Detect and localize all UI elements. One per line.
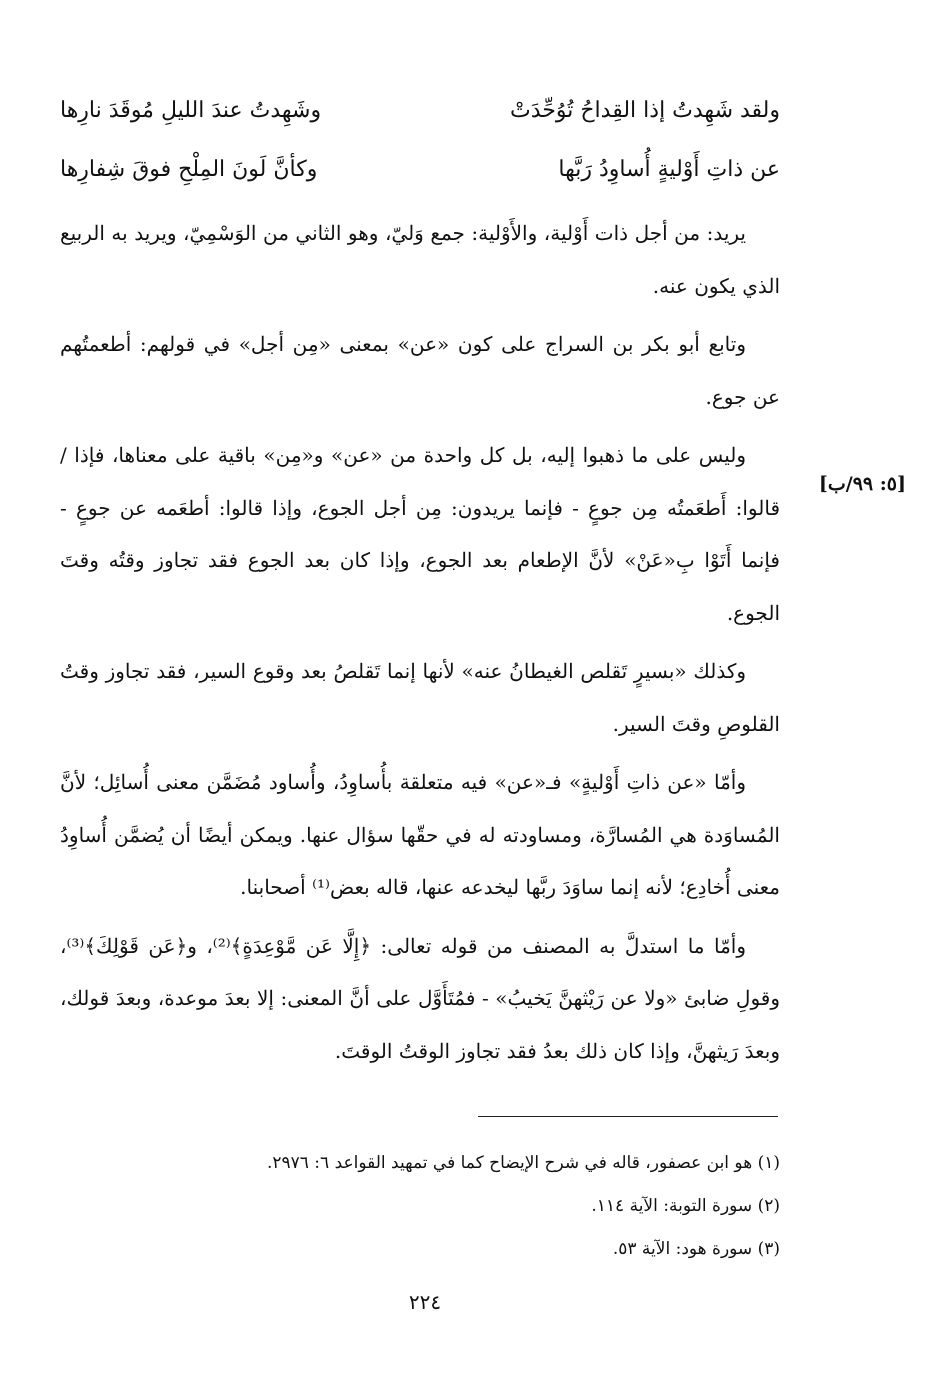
footnote-1: (١) هو ابن عصفور، قاله في شرح الإيضاح كما في تمهيد القواعد ٦: ٢٩٧٦.	[266, 1153, 780, 1173]
manuscript-folio-reference: [٥: ٩٩/ب]	[818, 473, 906, 495]
verse-2-first-hemistich: عن ذاتِ أَوْليةٍ أُساوِدُ رَبَّها	[558, 156, 780, 182]
main-text	[60, 207, 780, 1083]
footnote-3: (٣) سورة هود: الآية ٥٣.	[612, 1239, 780, 1259]
verse-1-first-hemistich: ولقد شَهِدتُ إذا القِداحُ تُوُحِّدَتْ	[510, 97, 780, 123]
paragraph-3: وليس على ما ذهبوا إليه، بل كل واحدة من «عن» و«مِن» باقية على معناها، فإذا /قالوا: أَطعَمتُه مِن جوعٍ - فإنما يريدون: مِن أجل الجوع، وإذا قالوا: أطعَمه عن جوعٍ - فإنما أَتَوْا بِ«عَنْ» لأنَّ الإطعام بعد الجوع، وإذا كان بعد الجوع فقد تجاوز وقتُه وقتَ الجوع.	[60, 443, 780, 625]
paragraph-5: وأمّا «عن ذاتِ أَوْليةٍ» فـ«عن» فيه متعلقة بأُساوِدُ، وأُساود مُضَمَّن معنى أُسائِل؛ لأنَّ المُساوَدة هي المُسارَّة، ومساودته له في حقّها سؤال عنها. ويمكن أيضًا أن يُضمَّن أُساوِدُ معنى أُخادِع؛ لأنه إنما ساوَدَ ربَّها ليخدعه عنها، قاله بعض⁽¹⁾ أصحابنا.	[60, 770, 780, 899]
paragraph-6: وأمّا ما استدلَّ به المصنف من قوله تعالى: ﴿إِلَّا عَن مَّوْعِدَةٍ﴾⁽²⁾، و﴿عَن قَوْلِكَ﴾⁽³⁾، وقولِ ضابئ «ولا عن رَيْثهنَّ يَخيبُ» - فمُتَأَوَّل على أنَّ المعنى: إلا بعدَ موعدة، وبعدَ قولك، وبعدَ رَيثهنَّ، وإذا كان ذلك بعدُ فقد تجاوز الوقتُ الوقتَ.	[60, 933, 780, 1063]
poem-verse-1	[60, 87, 780, 133]
paragraph-4: وكذلك «بسيرٍ تَقلص الغيطانُ عنه» لأنها إنما تَقلصُ بعد وقوع السير، فقد تجاوز وقتُ القلوصِ وقتَ السير.	[60, 659, 780, 736]
footnote-2: (٢) سورة التوبة: الآية ١١٤.	[591, 1196, 780, 1216]
footnotes	[60, 1142, 780, 1271]
paragraph-1: يريد: من أجل ذات أَوْلية، والأَوْلية: جمع وَليّ، وهو الثاني من الوَسْمِيّ، ويريد به الربيع الذي يكون عنه.	[60, 221, 780, 298]
poem-verse-2	[60, 146, 780, 192]
page-number: ٢٢٤	[408, 1290, 442, 1314]
verse-2-second-hemistich: وكأنَّ لَونَ المِلْحِ فوقَ شِفارِها	[60, 156, 318, 182]
verse-1-second-hemistich: وشَهِدتُ عندَ الليلِ مُوقَدَ نارِها	[60, 97, 322, 123]
footnote-separator	[478, 1116, 778, 1117]
paragraph-2: وتابع أبو بكر بن السراج على كون «عن» بمعنى «مِن أجل» في قولهم: أطعمتُهم عن جوع.	[60, 332, 780, 409]
